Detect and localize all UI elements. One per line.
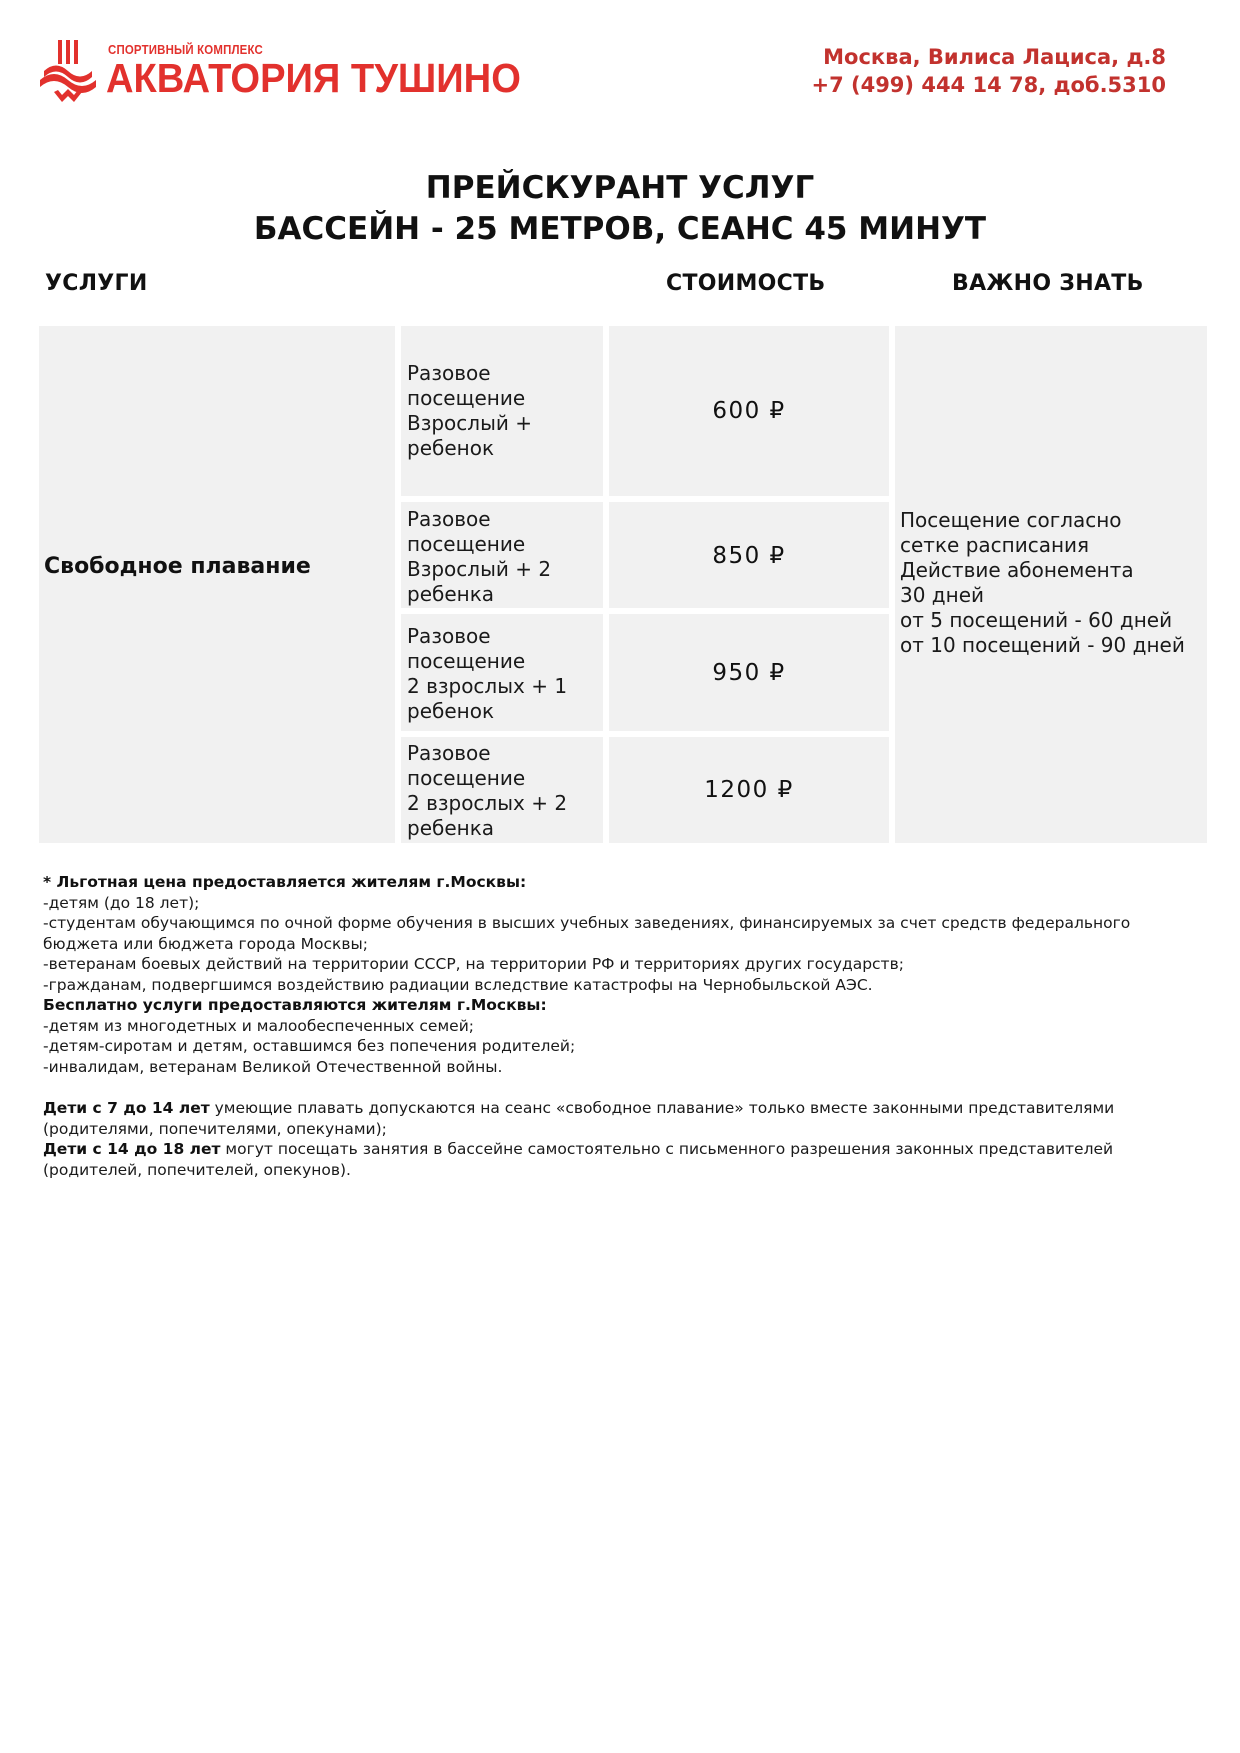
logo-name: АКВАТОРИЯ ТУШИНО <box>106 55 521 101</box>
note-line: (родителями, попечителями, опекунами); <box>43 1119 387 1138</box>
note-line: -инвалидам, ветеранам Великой Отечественной войны. <box>43 1057 503 1076</box>
price-value: 600 ₽ <box>712 398 786 424</box>
info-text: Посещение согласно сетке расписания Действие абонемента 30 дней от 5 посещений - 60 дней от 10 посещений - 90 дней <box>900 508 1185 657</box>
note-line: бюджета или бюджета города Москвы; <box>43 934 368 953</box>
service-cell <box>39 326 395 843</box>
logo-subtitle: СПОРТИВНЫЙ КОМПЛЕКС <box>108 42 263 57</box>
variant-label: Разовое посещение 2 взрослых + 1 ребенок <box>407 624 568 723</box>
note-line: (родителей, попечителей, опекунов). <box>43 1160 351 1179</box>
footnotes <box>43 872 1203 1180</box>
age-rule-14-18: Дети с 14 до 18 лет могут посещать занятия в бассейне самостоятельно с письменного разрешения законных представителей <box>43 1140 1114 1158</box>
discount-heading: * Льготная цена предоставляется жителям г.Москвы: <box>43 873 527 891</box>
price-value: 950 ₽ <box>712 660 786 686</box>
note-line: -детям (до 18 лет); <box>43 893 200 912</box>
service-name: Свободное плавание <box>44 554 311 579</box>
note-line: -гражданам, подвергшимся воздействию радиации вследствие катастрофы на Чернобыльской АЭС. <box>43 975 873 994</box>
variant-label: Разовое посещение Взрослый + 2 ребенка <box>407 507 552 606</box>
variant-label: Разовое посещение 2 взрослых + 2 ребенка <box>407 741 568 840</box>
column-header-price: СТОИМОСТЬ <box>666 271 826 296</box>
variant-label: Разовое посещение Взрослый + ребенок <box>407 361 532 460</box>
free-heading: Бесплатно услуги предоставляются жителям г.Москвы: <box>43 996 547 1014</box>
header-address: Москва, Вилиса Лациса, д.8 <box>823 45 1166 69</box>
note-line: -студентам обучающимся по очной форме обучения в высших учебных заведениях, финансируемых за счет средств федерального <box>43 914 1131 932</box>
note-line: -детям из многодетных и малообеспеченных семей; <box>43 1016 474 1035</box>
price-value: 1200 ₽ <box>704 777 794 803</box>
age-rule-7-14: Дети с 7 до 14 лет умеющие плавать допускаются на сеанс «свободное плавание» только вместе законными представителями <box>43 1099 1115 1117</box>
price-value: 850 ₽ <box>712 543 786 569</box>
column-header-services: УСЛУГИ <box>45 271 148 296</box>
page-subtitle: БАССЕЙН - 25 МЕТРОВ, СЕАНС 45 МИНУТ <box>253 211 987 247</box>
page-title: ПРЕЙСКУРАНТ УСЛУГ <box>425 170 815 206</box>
header-phone: +7 (499) 444 14 78, доб.5310 <box>811 73 1166 97</box>
wave-columns-icon <box>40 40 96 102</box>
column-header-info: ВАЖНО ЗНАТЬ <box>952 271 1144 296</box>
note-line: -детям-сиротам и детям, оставшимся без попечения родителей; <box>43 1037 576 1055</box>
note-line: -ветеранам боевых действий на территории СССР, на территории РФ и территориях других государств; <box>43 955 904 973</box>
